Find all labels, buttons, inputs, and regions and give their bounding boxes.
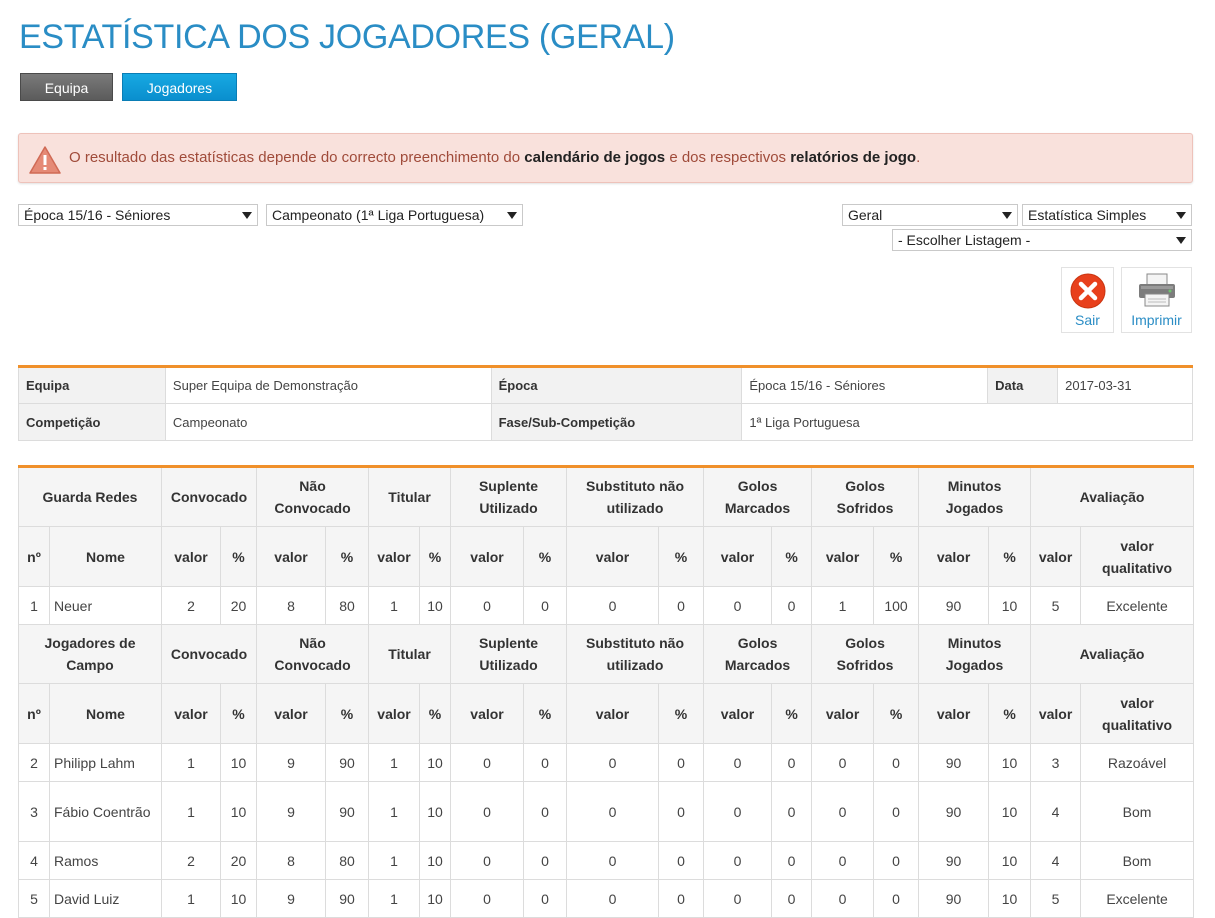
cell-qualitative: Excelente (1081, 880, 1194, 918)
player-number: 5 (19, 880, 50, 918)
cell-value: 4 (1031, 782, 1081, 842)
exit-button[interactable] (1061, 267, 1114, 333)
sub-valor: valor (1031, 684, 1081, 744)
cell-value: 1 (369, 744, 420, 782)
col-nao-convocado: Não Convocado (257, 625, 369, 684)
cell-qualitative: Bom (1081, 842, 1194, 880)
cell-pct: 10 (989, 587, 1031, 625)
cell-value: 0 (451, 782, 524, 842)
cell-value: 2 (162, 587, 221, 625)
cell-value: 5 (1031, 880, 1081, 918)
cell-pct: 0 (659, 880, 704, 918)
cell-pct: 0 (772, 842, 812, 880)
cell-pct: 0 (524, 842, 567, 880)
cell-value: 0 (451, 880, 524, 918)
competition-label: Competição (19, 404, 166, 441)
page-title: ESTATÍSTICA DOS JOGADORES (GERAL) (19, 18, 675, 56)
cell-value: 5 (1031, 587, 1081, 625)
cell-value: 0 (704, 782, 772, 842)
cell-pct: 0 (659, 744, 704, 782)
listing-select[interactable] (892, 229, 1192, 251)
season-select[interactable] (18, 204, 258, 226)
sub-pct: % (524, 684, 567, 744)
goalkeepers-group-header (19, 467, 1194, 527)
cell-pct: 10 (420, 880, 451, 918)
col-nao-convocado: Não Convocado (257, 467, 369, 527)
cell-pct: 0 (874, 842, 919, 880)
summary-table (18, 365, 1193, 441)
col-avaliacao: Avaliação (1031, 467, 1194, 527)
listing-select-value: - Escolher Listagem - (898, 232, 1031, 248)
cell-pct: 10 (420, 842, 451, 880)
alert-link-calendar: calendário de jogos (524, 149, 666, 166)
cell-pct: 0 (659, 782, 704, 842)
season-label: Época (491, 367, 742, 404)
cell-value: 0 (704, 744, 772, 782)
sub-valor: valor (451, 684, 524, 744)
chevron-down-icon (507, 212, 517, 219)
cell-pct: 0 (659, 842, 704, 880)
col-golos-marcados: Golos Marcados (704, 625, 812, 684)
cell-value: 2 (162, 842, 221, 880)
cell-value: 3 (1031, 744, 1081, 782)
table-row (19, 744, 1194, 782)
cell-value: 0 (567, 782, 659, 842)
cell-value: 9 (257, 744, 326, 782)
sub-num: nº (19, 527, 50, 587)
player-name: Neuer (50, 587, 162, 625)
cell-value: 1 (369, 587, 420, 625)
chevron-down-icon (1176, 212, 1186, 219)
player-name: Ramos (50, 842, 162, 880)
cell-value: 0 (812, 880, 874, 918)
cell-pct: 100 (874, 587, 919, 625)
sub-qualitativo: valor qualitativo (1081, 684, 1194, 744)
sub-valor: valor (812, 684, 874, 744)
cell-value: 1 (369, 880, 420, 918)
cell-pct: 0 (874, 782, 919, 842)
cell-pct: 0 (524, 782, 567, 842)
sub-pct: % (874, 527, 919, 587)
col-substituto: Substituto não utilizado (567, 467, 704, 527)
col-suplente: Suplente Utilizado (451, 467, 567, 527)
col-titular: Titular (369, 625, 451, 684)
sub-pct: % (772, 527, 812, 587)
tab-jogadores[interactable]: Jogadores (122, 73, 237, 101)
player-name: Fábio Coentrão (50, 782, 162, 842)
cell-value: 0 (704, 842, 772, 880)
cell-value: 90 (919, 782, 989, 842)
col-suplente: Suplente Utilizado (451, 625, 567, 684)
sub-valor: valor (704, 527, 772, 587)
cell-value: 0 (567, 744, 659, 782)
sub-valor: valor (1031, 527, 1081, 587)
season-value: Época 15/16 - Séniores (742, 367, 988, 404)
table-row (19, 842, 1194, 880)
col-substituto: Substituto não utilizado (567, 625, 704, 684)
sub-nome: Nome (50, 684, 162, 744)
phase-value: 1ª Liga Portuguesa (742, 404, 1193, 441)
sub-pct: % (221, 527, 257, 587)
cell-pct: 0 (874, 744, 919, 782)
cell-value: 90 (919, 587, 989, 625)
cell-pct: 0 (524, 880, 567, 918)
chevron-down-icon (1002, 212, 1012, 219)
sub-valor: valor (369, 527, 420, 587)
sub-num: nº (19, 684, 50, 744)
cell-value: 1 (369, 782, 420, 842)
col-golos-sofridos: Golos Sofridos (812, 625, 919, 684)
table-row (19, 587, 1194, 625)
sub-valor: valor (162, 527, 221, 587)
cell-value: 1 (369, 842, 420, 880)
sub-pct: % (659, 527, 704, 587)
col-golos-marcados: Golos Marcados (704, 467, 812, 527)
cell-pct: 90 (326, 782, 369, 842)
sub-pct: % (989, 527, 1031, 587)
sub-valor: valor (567, 684, 659, 744)
cell-pct: 0 (772, 744, 812, 782)
player-name: Philipp Lahm (50, 744, 162, 782)
cell-value: 9 (257, 782, 326, 842)
chevron-down-icon (242, 212, 252, 219)
cell-pct: 90 (326, 880, 369, 918)
player-number: 3 (19, 782, 50, 842)
sub-pct: % (326, 684, 369, 744)
sub-valor: valor (567, 527, 659, 587)
stat-type-select[interactable] (1022, 204, 1192, 226)
warning-icon (29, 146, 61, 174)
cell-value: 0 (704, 587, 772, 625)
alert-link-reports: relatórios de jogo (790, 149, 917, 166)
sub-pct: % (524, 527, 567, 587)
sub-valor: valor (451, 527, 524, 587)
sub-valor: valor (369, 684, 420, 744)
alert-message: O resultado das estatísticas depende do correcto preenchimento do calendário de jogos e dos respectivos relatórios de jogo. (69, 149, 921, 166)
cell-value: 0 (812, 842, 874, 880)
sub-nome: Nome (50, 527, 162, 587)
cell-pct: 0 (524, 587, 567, 625)
sub-valor: valor (919, 527, 989, 587)
cell-value: 90 (919, 744, 989, 782)
cell-pct: 0 (772, 587, 812, 625)
season-select-value: Época 15/16 - Séniores (24, 207, 171, 223)
cell-pct: 10 (989, 744, 1031, 782)
sub-pct: % (420, 684, 451, 744)
competition-select[interactable] (266, 204, 523, 226)
stat-type-select-value: Estatística Simples (1028, 207, 1147, 223)
printer-icon (1135, 272, 1179, 310)
close-icon (1069, 272, 1107, 310)
print-button[interactable] (1121, 267, 1192, 333)
sub-valor: valor (257, 684, 326, 744)
sub-valor: valor (257, 527, 326, 587)
col-titular: Titular (369, 467, 451, 527)
sub-pct: % (326, 527, 369, 587)
cell-value: 4 (1031, 842, 1081, 880)
cell-value: 0 (812, 782, 874, 842)
scope-select[interactable] (842, 204, 1018, 226)
player-name: David Luiz (50, 880, 162, 918)
cell-pct: 0 (874, 880, 919, 918)
cell-pct: 0 (772, 880, 812, 918)
date-value: 2017-03-31 (1058, 367, 1193, 404)
cell-value: 0 (567, 880, 659, 918)
cell-qualitative: Razoável (1081, 744, 1194, 782)
sub-valor: valor (812, 527, 874, 587)
tab-equipa[interactable]: Equipa (20, 73, 113, 101)
cell-pct: 80 (326, 842, 369, 880)
cell-value: 0 (451, 842, 524, 880)
date-label: Data (988, 367, 1058, 404)
sub-pct: % (772, 684, 812, 744)
sub-valor: valor (704, 684, 772, 744)
cell-qualitative: Bom (1081, 782, 1194, 842)
cell-pct: 10 (221, 880, 257, 918)
scope-select-value: Geral (848, 207, 883, 223)
competition-select-value: Campeonato (1ª Liga Portuguesa) (272, 207, 485, 223)
col-convocado: Convocado (162, 625, 257, 684)
sub-qualitativo: valor qualitativo (1081, 527, 1194, 587)
cell-value: 8 (257, 587, 326, 625)
cell-pct: 10 (420, 587, 451, 625)
chevron-down-icon (1176, 237, 1186, 244)
cell-pct: 10 (420, 744, 451, 782)
cell-qualitative: Excelente (1081, 587, 1194, 625)
competition-value: Campeonato (165, 404, 491, 441)
phase-label: Fase/Sub-Competição (491, 404, 742, 441)
sub-valor: valor (162, 684, 221, 744)
col-avaliacao: Avaliação (1031, 625, 1194, 684)
cell-value: 0 (812, 744, 874, 782)
cell-pct: 10 (989, 880, 1031, 918)
col-minutos: Minutos Jogados (919, 467, 1031, 527)
cell-value: 0 (567, 842, 659, 880)
player-number: 4 (19, 842, 50, 880)
cell-value: 90 (919, 880, 989, 918)
sub-valor: valor (919, 684, 989, 744)
sub-pct: % (659, 684, 704, 744)
cell-value: 1 (162, 880, 221, 918)
player-stats-table (18, 465, 1194, 918)
fieldplayers-group-header (19, 625, 1194, 684)
fieldplayers-subheader (19, 684, 1194, 744)
cell-pct: 10 (989, 842, 1031, 880)
fieldplayers-title: Jogadores de Campo (19, 625, 162, 684)
cell-value: 0 (451, 587, 524, 625)
cell-pct: 10 (420, 782, 451, 842)
col-minutos: Minutos Jogados (919, 625, 1031, 684)
cell-pct: 90 (326, 744, 369, 782)
col-convocado: Convocado (162, 467, 257, 527)
team-value: Super Equipa de Demonstração (165, 367, 491, 404)
print-button-label: Imprimir (1131, 312, 1182, 328)
col-golos-sofridos: Golos Sofridos (812, 467, 919, 527)
cell-pct: 0 (659, 587, 704, 625)
cell-value: 1 (162, 782, 221, 842)
sub-pct: % (989, 684, 1031, 744)
cell-value: 1 (812, 587, 874, 625)
cell-pct: 10 (989, 782, 1031, 842)
cell-pct: 20 (221, 842, 257, 880)
table-row (19, 782, 1194, 842)
cell-pct: 10 (221, 744, 257, 782)
goalkeepers-subheader (19, 527, 1194, 587)
cell-value: 0 (451, 744, 524, 782)
cell-value: 1 (162, 744, 221, 782)
exit-button-label: Sair (1075, 312, 1100, 328)
team-label: Equipa (19, 367, 166, 404)
cell-value: 9 (257, 880, 326, 918)
cell-value: 0 (567, 587, 659, 625)
cell-value: 8 (257, 842, 326, 880)
cell-pct: 20 (221, 587, 257, 625)
cell-pct: 0 (524, 744, 567, 782)
cell-value: 0 (704, 880, 772, 918)
player-number: 1 (19, 587, 50, 625)
sub-pct: % (420, 527, 451, 587)
cell-pct: 10 (221, 782, 257, 842)
goalkeepers-title: Guarda Redes (19, 467, 162, 527)
sub-pct: % (874, 684, 919, 744)
cell-value: 90 (919, 842, 989, 880)
cell-pct: 80 (326, 587, 369, 625)
sub-pct: % (221, 684, 257, 744)
cell-pct: 0 (772, 782, 812, 842)
info-alert (18, 133, 1193, 183)
player-number: 2 (19, 744, 50, 782)
